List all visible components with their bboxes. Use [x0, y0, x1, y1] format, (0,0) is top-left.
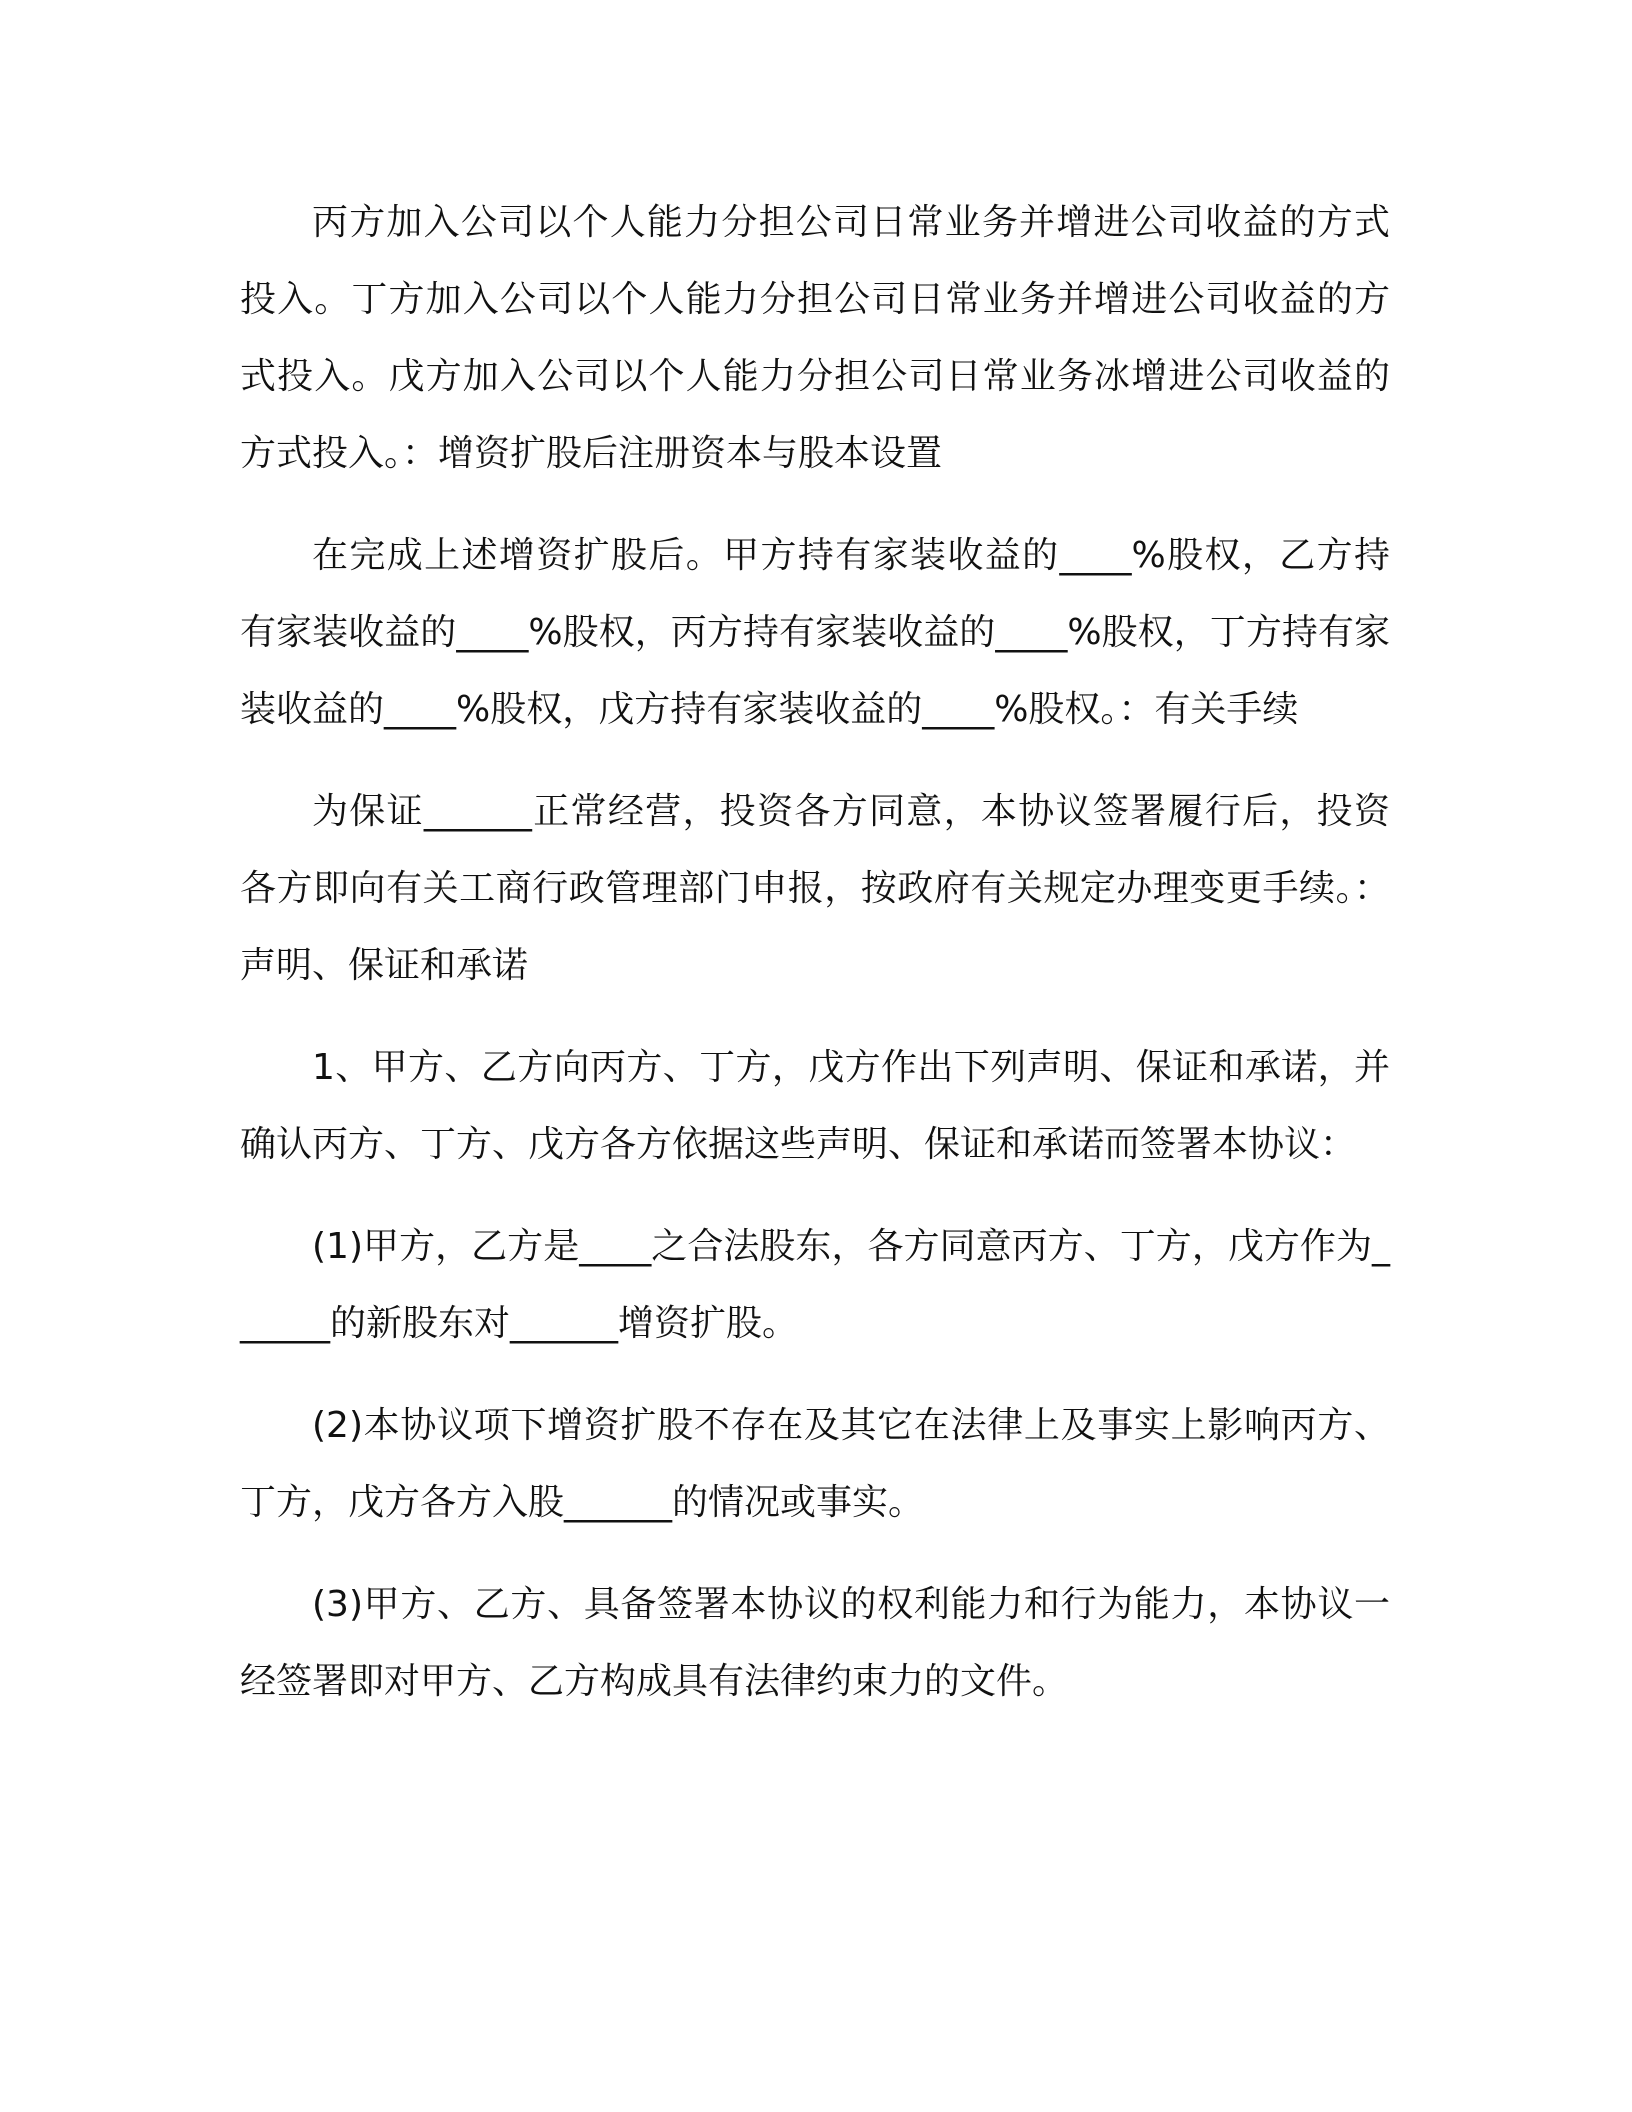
- paragraph-procedures: 为保证______正常经营，投资各方同意，本协议签署履行后，投资各方即向有关工商行政管理部门申报，按政府有关规定办理变更手续。：声明、保证和承诺: [240, 791, 1390, 986]
- paragraph-clause-3: (3)甲方、乙方、具备签署本协议的权利能力和行为能力，本协议一经签署即对甲方、乙方构成具有法律约束力的文件。: [240, 1584, 1390, 1702]
- paragraph-equity-shares: 在完成上述增资扩股后。甲方持有家装收益的____%股权，乙方持有家装收益的____%股权，丙方持有家装收益的____%股权，丁方持有家装收益的____%股权，戊方持有家装收益的____%股权。：有关手续: [240, 535, 1390, 730]
- document-body: [240, 184, 1390, 1745]
- paragraph-investment-method: 丙方加入公司以个人能力分担公司日常业务并增进公司收益的方式投入。丁方加入公司以个人能力分担公司日常业务并增进公司收益的方式投入。戊方加入公司以个人能力分担公司日常业务冰增进公司收益的方式投入。：增资扩股后注册资本与股本设置: [240, 202, 1390, 474]
- paragraph-clause-1: (1)甲方，乙方是____之合法股东，各方同意丙方、丁方，戊方作为______的新股东对______增资扩股。: [240, 1226, 1390, 1344]
- paragraph-clause-2: (2)本协议项下增资扩股不存在及其它在法律上及事实上影响丙方、丁方，戊方各方入股______的情况或事实。: [240, 1405, 1390, 1523]
- paragraph-declaration-intro: 1、甲方、乙方向丙方、丁方，戊方作出下列声明、保证和承诺，并确认丙方、丁方、戊方各方依据这些声明、保证和承诺而签署本协议：: [240, 1047, 1390, 1165]
